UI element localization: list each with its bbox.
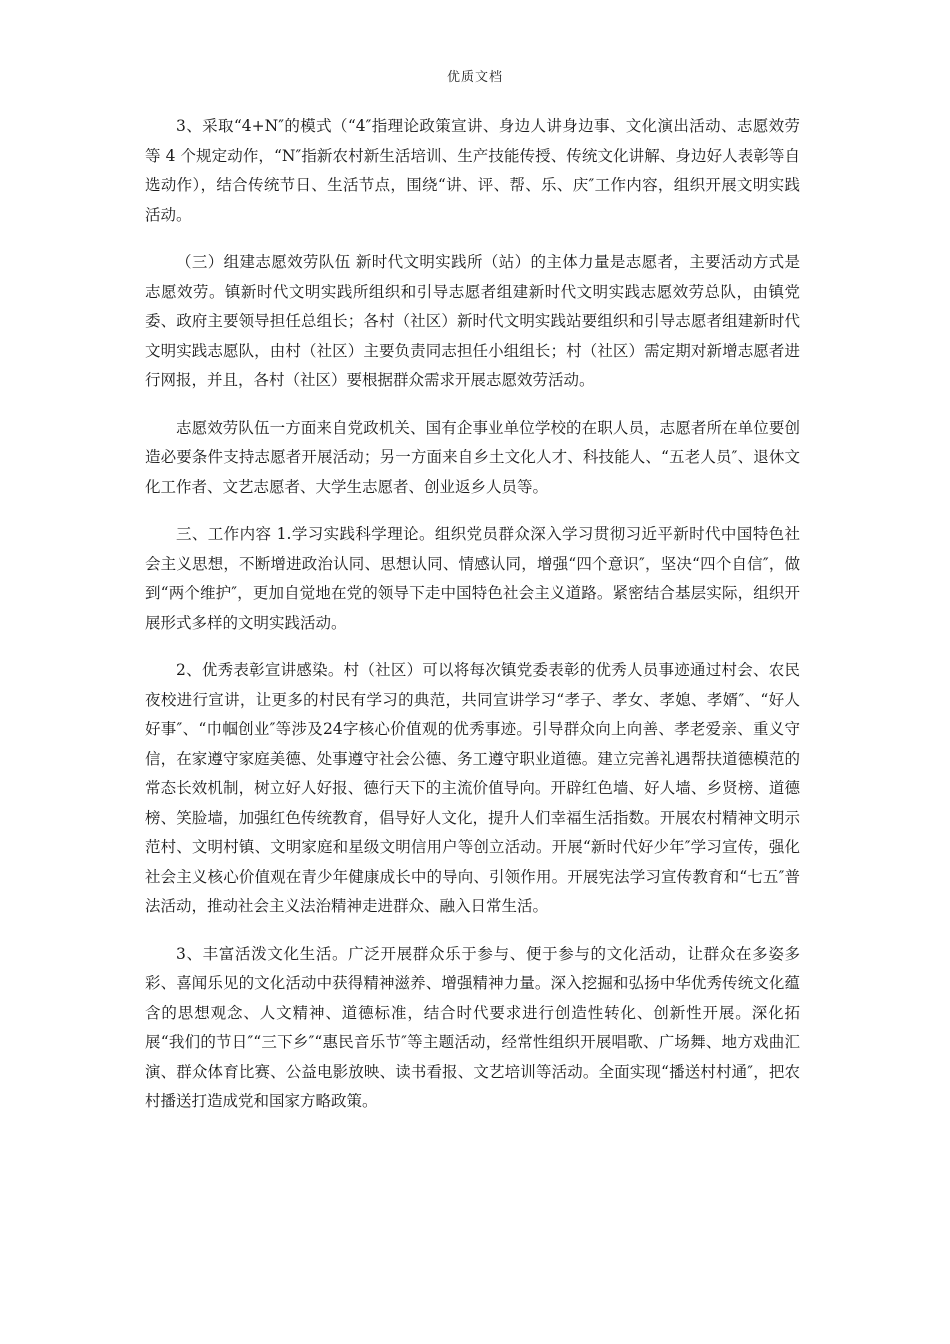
paragraph-work-content: 三、工作内容 1.学习实践科学理论。组织党员群众深入学习贯彻习近平新时代中国特色社会主义思想，不断增进政治认同、思想认同、情感认同，增强“四个意识″，坚决“四个自信″，做到“两个维护″，更加自觉地在党的领导下走中国特色社会主义道路。紧密结合基层实际，组织开展形式多样的文明实践活动。 — [145, 525, 800, 632]
paragraph-volunteer-sources: 志愿效劳队伍一方面来自党政机关、国有企事业单位学校的在职人员，志愿者所在单位要创造必要条件支持志愿者开展活动；另一方面来自乡土文化人才、科技能人、“五老人员″、退休文化工作者、文艺志愿者、大学生志愿者、创业返乡人员等。 — [145, 418, 800, 496]
document-body — [145, 112, 800, 1135]
paragraph-cultural-life: 3、丰富活泼文化生活。广泛开展群众乐于参与、便于参与的文化活动，让群众在多姿多彩、喜闻乐见的文化活动中获得精神滋养、增强精神力量。深入挖掘和弘扬中华优秀传统文化蕴含的思想观念、人文精神、道德标准，结合时代要求进行创造性转化、创新性开展。深化拓展“我们的节日″“三下乡″“惠民音乐节″等主题活动，经常性组织开展唱歌、广场舞、地方戏曲汇演、群众体育比赛、公益电影放映、读书看报、文艺培训等活动。全面实现“播送村村通″，把农村播送打造成党和国家方略政策。 — [145, 944, 800, 1110]
paragraph-volunteer-team: （三）组建志愿效劳队伍 新时代文明实践所（站）的主体力量是志愿者，主要活动方式是志愿效劳。镇新时代文明实践所组织和引导志愿者组建新时代文明实践志愿效劳总队，由镇党委、政府主要领导担任总组长；各村（社区）新时代文明实践站要组织和引导志愿者组建新时代文明实践志愿队，由村（社区）主要负责同志担任小组组长；村（社区）需定期对新增志愿者进行网报，并且，各村（社区）要根据群众需求开展志愿效劳活动。 — [145, 253, 800, 389]
page-header: 优质文档 — [446, 70, 503, 85]
paragraph-commendation: 2、优秀表彰宣讲感染。村（社区）可以将每次镇党委表彰的优秀人员事迹通过村会、农民夜校进行宣讲，让更多的村民有学习的典范，共同宣讲学习“孝子、孝女、孝媳、孝婿″、“好人好事″、“巾帼创业″等涉及24字核心价值观的优秀事迹。引导群众向上向善、孝老爱亲、重义守信，在家遵守家庭美德、处事遵守社会公德、务工遵守职业道德。建立完善礼遇帮扶道德模范的常态长效机制，树立好人好报、德行天下的主流价值导向。开辟红色墙、好人墙、乡贤榜、道德榜、笑脸墙，加强红色传统教育，倡导好人文化，提升人们幸福生活指数。开展农村精神文明示范村、文明村镇、文明家庭和星级文明信用户等创立活动。开展“新时代好少年″学习宣传，强化社会主义核心价值观在青少年健康成长中的导向、引领作用。开展宪法学习宣传教育和“七五″普法活动，推动社会主义法治精神走进群众、融入日常生活。 — [145, 661, 800, 915]
paragraph-model-4n: 3、采取“4+N″的模式（“4″指理论政策宣讲、身边人讲身边事、文化演出活动、志愿效劳等 4 个规定动作，“N″指新农村新生活培训、生产技能传授、传统文化讲解、身边好人表彰等自选动作），结合传统节日、生活节点，围绕“讲、评、帮、乐、庆″工作内容，组织开展文明实践活动。 — [145, 117, 800, 224]
